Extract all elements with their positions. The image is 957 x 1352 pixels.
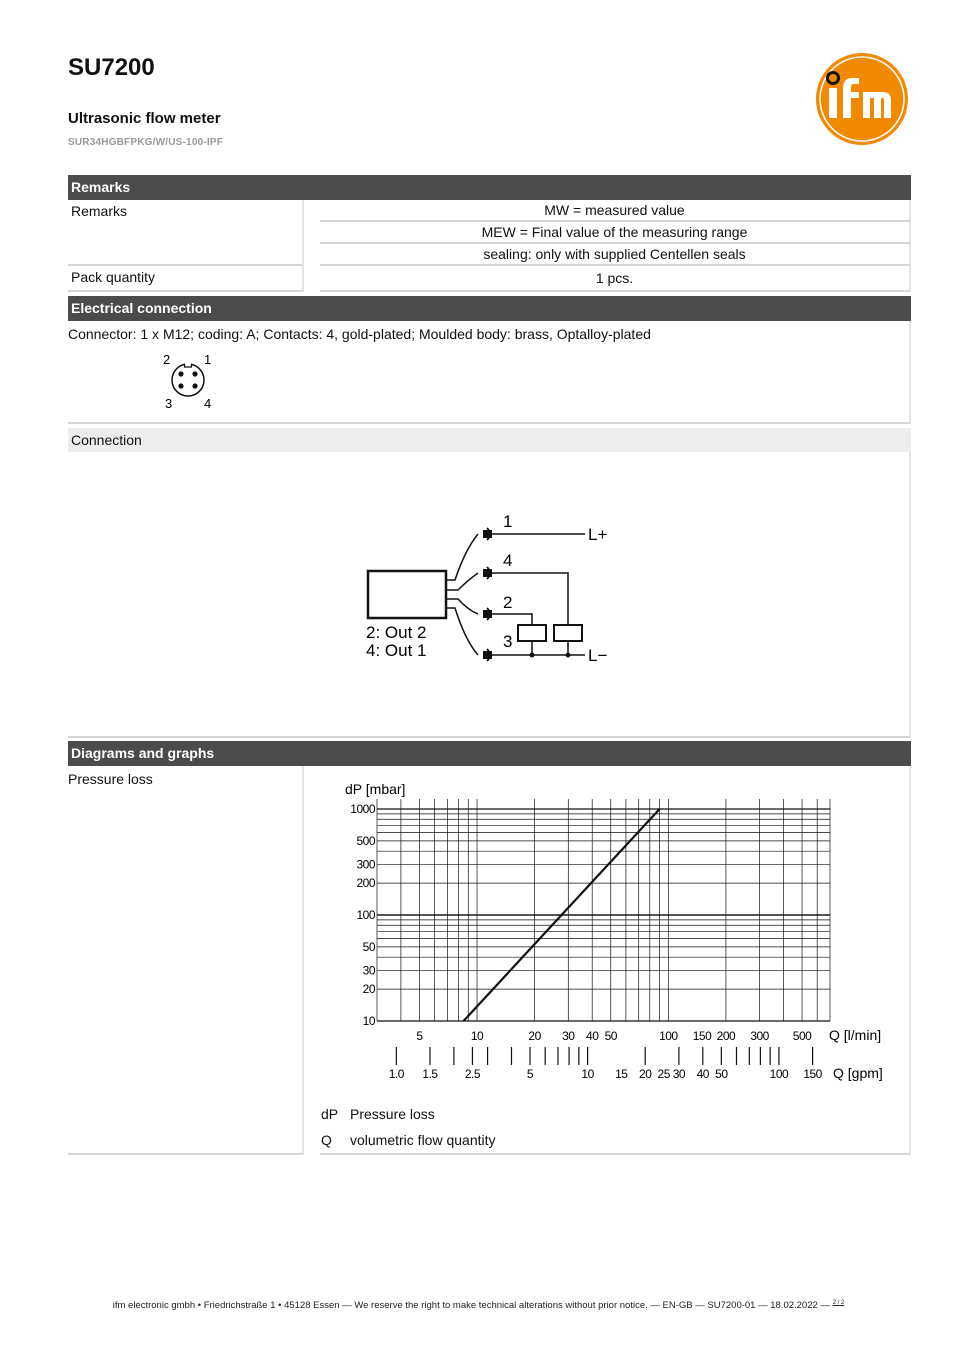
page-number: 2 / 2 [832, 1300, 845, 1306]
pressure-loss-chart [340, 778, 900, 1090]
y-axis-title: dP [mbar] [345, 781, 406, 797]
gpm-tick-label: 1.5 [422, 1067, 438, 1081]
y-tick-label: 20 [362, 982, 375, 997]
electrical-section-header: Electrical connection [68, 296, 911, 321]
x-tick-label: 300 [750, 1029, 769, 1043]
pin-label: 1 [204, 352, 212, 367]
legend-symbol: dP [321, 1106, 339, 1122]
pin-label: 2 [163, 352, 171, 367]
x-tick-label: 500 [792, 1029, 812, 1043]
wire-pin-label: 2 [503, 593, 513, 612]
remarks-label: Remarks [68, 200, 304, 266]
pack-quantity-label: Pack quantity [68, 266, 304, 292]
y-tick-label: 10 [362, 1014, 375, 1028]
gpm-tick-label: 40 [696, 1067, 709, 1081]
remarks-value: MEW = Final value of the measuring range [320, 222, 911, 244]
out-label: 2: Out 2 [366, 623, 427, 642]
product-name: Ultrasonic flow meter [68, 110, 221, 127]
pin-label: 4 [204, 396, 212, 411]
gpm-tick-label: 2.5 [464, 1067, 481, 1081]
connector-description: Connector: 1 x M12; coding: A; Contacts: 4, gold-plated; Moulded body: brass, Optalloy-plated [68, 326, 651, 342]
diagram-label-cell [68, 766, 304, 1155]
article-code: SUR34HGBFPKG/W/US-100-IPF [68, 137, 224, 148]
wire-pin-label: 1 [503, 512, 513, 531]
remarks-section-header: Remarks [68, 175, 911, 200]
supply-plus-label: L+ [588, 525, 608, 544]
y-tick-label: 50 [362, 939, 375, 954]
x-tick-label: 30 [562, 1029, 575, 1043]
out-label: 4: Out 1 [366, 641, 427, 660]
ifm-logo [815, 52, 909, 146]
connection-subheader: Connection [68, 428, 911, 452]
y-tick-label: 1000 [350, 802, 375, 816]
legend-text: volumetric flow quantity [350, 1132, 496, 1148]
y-tick-label: 500 [356, 833, 375, 848]
wire-pin-label: 4 [503, 551, 513, 570]
gpm-tick-label: 5 [526, 1067, 534, 1081]
legend-symbol: Q [321, 1132, 332, 1148]
gpm-tick-label: 50 [715, 1067, 728, 1081]
gpm-tick-label: 25 [657, 1067, 670, 1081]
x-tick-label: 50 [604, 1029, 617, 1043]
gpm-tick-label: 15 [615, 1067, 628, 1081]
gpm-tick-label: 10 [581, 1067, 594, 1081]
gpm-tick-label: 20 [639, 1067, 652, 1081]
x-tick-label: 40 [586, 1029, 599, 1043]
remarks-value: MW = measured value [320, 200, 911, 222]
gpm-tick-label: 100 [769, 1067, 789, 1081]
pin-label: 3 [165, 396, 173, 411]
y-tick-label: 300 [356, 857, 375, 872]
diagrams-section-header: Diagrams and graphs [68, 741, 911, 766]
pack-quantity-value: 1 pcs. [320, 266, 911, 292]
x-tick-label: 5 [416, 1029, 423, 1043]
gpm-tick-label: 30 [672, 1067, 686, 1081]
wire-pin-label: 3 [503, 632, 513, 651]
y-tick-label: 30 [362, 963, 375, 978]
x-tick-label: 200 [716, 1029, 736, 1043]
x-tick-label: 150 [692, 1029, 712, 1043]
x-tick-label: 10 [470, 1029, 484, 1043]
x-axis-title-gpm: Q [gpm] [833, 1065, 883, 1081]
m12-pinout-diagram [155, 350, 225, 412]
y-tick-label: 100 [356, 908, 375, 922]
footer-text: ifm electronic gmbh • Friedrichstraße 1 • 45128 Essen — We reserve the right to make technical alterations without prior notice. — EN-GB — SU7200-01 — 18.02.2022 — [112, 1300, 830, 1311]
y-tick-label: 200 [356, 876, 375, 891]
wiring-diagram [360, 510, 620, 670]
legend-text: Pressure loss [350, 1106, 435, 1122]
x-tick-label: 20 [528, 1029, 541, 1043]
x-axis-title: Q [l/min] [829, 1027, 882, 1043]
product-code: SU7200 [68, 54, 155, 81]
remarks-value: sealing: only with supplied Centellen seals [320, 244, 911, 266]
x-tick-label: 100 [659, 1029, 678, 1043]
supply-minus-label: L− [588, 646, 608, 665]
pressure-loss-label: Pressure loss [68, 771, 153, 787]
footer [0, 1300, 957, 1311]
gpm-tick-label: 1.0 [388, 1067, 404, 1081]
gpm-tick-label: 150 [803, 1067, 822, 1081]
